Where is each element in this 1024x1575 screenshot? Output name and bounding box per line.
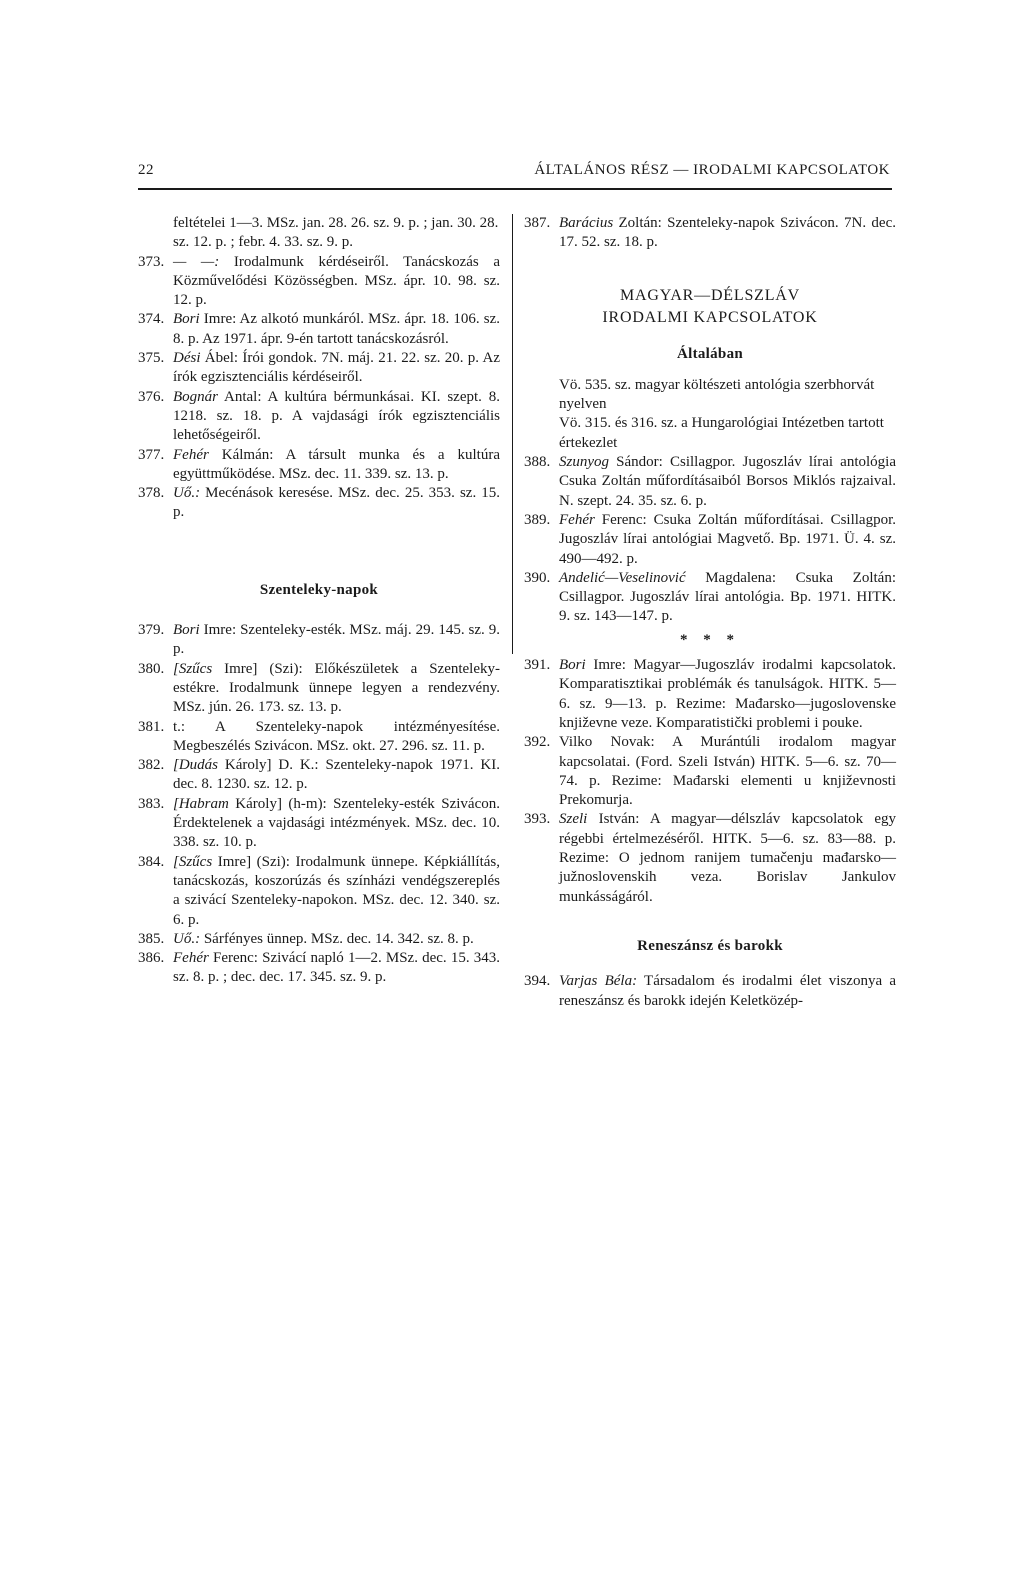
- entry-author: Szeli: [559, 811, 588, 828]
- entry-author: Bognár: [173, 388, 218, 405]
- bibliography-entry: [138, 349, 500, 388]
- section-heading-line: MAGYAR—DÉLSZLÁV: [620, 286, 800, 304]
- bibliography-entry: [138, 660, 500, 718]
- entry-text: Vilko Novak: A Murántúli irodalom magyar kapcsolatai. (Ford. Szeli István) HITK. 5—6. sz. 70—74. p. Rezime: Mađarski elementi u književnosti Prekomurja.: [559, 734, 896, 809]
- continuation-text: feltételei 1—3. MSz. jan. 28. 26. sz. 9. p. ; jan. 30. 28. sz. 12. p. ; febr. 4. 33. sz. 9. p.: [173, 215, 499, 251]
- section-heading-line: IRODALMI KAPCSOLATOK: [602, 308, 818, 326]
- entry-text: Bori Imre: Szenteleky-esték. MSz. máj. 29. 145. sz. 9. p.: [173, 622, 500, 658]
- entry-text: [Szűcs Imre] (Szi): Előkészületek a Szenteleky-estékre. Irodalmunk ünnepe legyen a rendezvény. MSz. jún. 26. 173. sz. 13. p.: [173, 660, 500, 716]
- left-column: [138, 214, 500, 988]
- cross-reference: Vö. 535. sz. magyar költészeti antológia szerbhorvát nyelven: [559, 376, 875, 413]
- entry-list: [524, 453, 896, 627]
- bibliography-entry: [138, 253, 500, 311]
- entry-number: 385.: [138, 930, 165, 947]
- column-divider: [512, 214, 513, 654]
- entry-number: 375.: [138, 350, 165, 367]
- entry-text: Varjas Béla: Társadalom és irodalmi élet viszonya a reneszánsz és barokk idején Keletközép-: [559, 973, 897, 1009]
- entry-author: — —:: [173, 253, 220, 270]
- entry-text: Andelić—Veselinović Magdalena: Csuka Zoltán: Csillagpor. Jugoszláv lírai antológia. Bp. 1971. HITK. 9. sz. 143—147. p.: [559, 569, 896, 625]
- entry-number: 373.: [138, 253, 165, 270]
- entry-author: Barácius: [559, 215, 614, 231]
- bibliography-entry: [524, 511, 896, 569]
- entry-number: 388.: [524, 454, 551, 471]
- entry-author: [Habram: [173, 795, 229, 812]
- page-header: [138, 160, 892, 186]
- entry-number: 384.: [138, 853, 165, 870]
- entry-number: 382.: [138, 757, 165, 774]
- entry-author: Bori: [559, 657, 586, 674]
- header-rule: [138, 188, 892, 190]
- section-heading: [524, 285, 896, 329]
- section-title-szenteleky: Szenteleky-napok: [259, 581, 379, 598]
- entry-text: Fehér Ferenc: Szivácí napló 1—2. MSz. dec. 15. 343. sz. 8. p. ; dec. dec. 17. 345. sz. 9. p.: [173, 950, 500, 986]
- entry-text: Uő.: Sárfényes ünnep. MSz. dec. 14. 342. sz. 8. p.: [173, 930, 474, 947]
- page-number: 22: [138, 162, 154, 178]
- entry-text: Bognár Antal: A kultúra bérmunkásai. KI. szept. 8. 1218. sz. 18. p. A vajdasági írók egzisztenciális lehetőségeiről.: [173, 388, 500, 444]
- entry-author: Fehér: [173, 446, 209, 463]
- entry-text: Fehér Ferenc: Csuka Zoltán műfordításai. Csillagpor. Jugoszláv lírai antológiai Magvető. Bp. 1971. Ü. 4. sz. 490—492. p.: [559, 511, 896, 567]
- bibliography-entry: [138, 795, 500, 853]
- entry-number: 387.: [524, 215, 551, 231]
- separator-stars: * * *: [680, 631, 740, 648]
- entry-text: Bori Imre: Az alkotó munkáról. MSz. ápr. 18. 106. sz. 8. p. Az 1971. ápr. 9-én tartott tanácskozásról.: [173, 311, 500, 347]
- cross-reference: Vö. 315. és 316. sz. a Hungarológiai Intézetben tartott értekezlet: [559, 415, 884, 451]
- entry-number: 379.: [138, 622, 165, 639]
- entry-number: 386.: [138, 950, 165, 967]
- entry-text: [Dudás Károly] D. K.: Szenteleky-napok 1971. KI. dec. 8. 1230. sz. 12. p.: [173, 757, 500, 793]
- entry-text: — —: Irodalmunk kérdéseiről. Tanácskozás a Közművelődési Közösségben. MSz. ápr. 10. 98. sz. 12. p.: [173, 253, 501, 309]
- bibliography-entry: [524, 733, 896, 810]
- entry-text: Barácius Zoltán: Szenteleky-napok Szivácon. 7N. dec. 17. 52. sz. 18. p.: [559, 215, 896, 251]
- entry-number: 394.: [524, 973, 551, 990]
- entry-author: [Szűcs: [173, 660, 213, 677]
- bibliography-entry: [138, 853, 500, 930]
- entry-list: [138, 253, 500, 523]
- right-column: [524, 214, 896, 1011]
- entry-author: Szunyog: [559, 454, 609, 471]
- bibliography-entry: [138, 756, 500, 795]
- entry-number: 374.: [138, 311, 165, 328]
- bibliography-entry: [138, 310, 500, 349]
- entry-number: 377.: [138, 446, 165, 463]
- bibliography-entry: [138, 930, 500, 949]
- entry-text: [Habram Károly] (h-m): Szenteleky-esték Szivácon. Érdektelenek a vajdasági intézmények. MSz. dec. 10. 338. sz. 10. p.: [173, 795, 500, 851]
- entry-author: Andelić—Veselinović: [559, 569, 686, 586]
- entry-list: [524, 656, 896, 907]
- entry-number: 376.: [138, 388, 165, 405]
- bibliography-entry: [138, 446, 500, 485]
- bibliography-entry: [524, 214, 896, 253]
- entry-number: 378.: [138, 485, 165, 502]
- entry-author: Fehér: [173, 950, 209, 967]
- bibliography-entry: [524, 656, 896, 733]
- entry-text: Dési Ábel: Írói gondok. 7N. máj. 21. 22. sz. 20. p. Az írók egzisztenciális kérdéseiről.: [173, 350, 500, 386]
- entry-number: 390.: [524, 569, 551, 586]
- entry-author: [Szűcs: [173, 853, 213, 870]
- bibliography-entry: [138, 621, 500, 660]
- entry-author: [Dudás: [173, 757, 219, 774]
- entry-number: 391.: [524, 657, 551, 674]
- entry-list: [524, 972, 896, 1011]
- entry-number: 381.: [138, 718, 165, 735]
- bibliography-entry: [524, 569, 896, 627]
- entry-author: Uő.:: [173, 930, 201, 947]
- entry-author: Fehér: [559, 511, 595, 528]
- entry-author: Varjas Béla:: [559, 973, 638, 990]
- entry-list: [138, 621, 500, 988]
- bibliography-entry: [524, 972, 896, 1011]
- bibliography-entry: [138, 949, 500, 988]
- entry-text: Uő.: Mecénások keresése. MSz. dec. 25. 353. sz. 15. p.: [173, 485, 500, 521]
- entry-number: 393.: [524, 811, 551, 828]
- entry-text: Fehér Kálmán: A társult munka és a kultúra együttműködése. MSz. dec. 11. 339. sz. 13. p.: [173, 446, 500, 482]
- entry-number: 389.: [524, 511, 551, 528]
- bibliography-entry: [138, 388, 500, 446]
- entry-text: Bori Imre: Magyar—Jugoszláv irodalmi kapcsolatok. Komparatisztikai problémák és tanulságok. HITK. 5—6. sz. 9—13. p. Rezime: Mađarsko—jugoslovenske književne veze. Komparatistički problemi i pouke.: [559, 657, 896, 731]
- entry-author: Bori: [173, 622, 200, 639]
- entry-author: Bori: [173, 311, 200, 328]
- entry-number: 383.: [138, 795, 165, 812]
- entry-number: 392.: [524, 734, 551, 751]
- bibliography-entry: [138, 484, 500, 523]
- entry-author: Dési: [173, 350, 201, 367]
- running-title: ÁLTALÁNOS RÉSZ — IRODALMI KAPCSOLATOK: [534, 162, 890, 178]
- bibliography-entry: [524, 453, 896, 511]
- entry-text: [Szűcs Imre] (Szi): Irodalmunk ünnepe. Képkiállítás, tanácskozás, koszorúzás és színházi vendégszereplés a szivácí Szenteleky-napokon. MSz. dec. 12. 340. sz. 6. p.: [173, 853, 500, 928]
- bibliography-entry: [524, 810, 896, 906]
- entry-text: Szeli István: A magyar—délszláv kapcsolatok egy régebbi értelmezéséről. HITK. 5—6. sz. 83—88. p. Rezime: O jednom ranijem tumačenju mađarsko—južnoslovenskih veza. Borislav Jankulov munkásságáról.: [559, 811, 896, 905]
- entry-author: Uő.:: [173, 485, 201, 502]
- entry-number: 380.: [138, 660, 165, 677]
- entry-list: [524, 214, 896, 253]
- subsection-title-altalaban: Általában: [676, 345, 744, 362]
- bibliography-entry: [138, 718, 500, 757]
- entry-text: t.: A Szenteleky-napok intézményesítése. Megbeszélés Szivácon. MSz. okt. 27. 296. sz. 11. p.: [173, 718, 500, 754]
- entry-text: Szunyog Sándor: Csillagpor. Jugoszláv lírai antológia Csuka Zoltán műfordításaiból Borsos Miklós rajzaival. N. szept. 24. 35. sz. 6. p.: [559, 454, 896, 509]
- subsection-title-reneszansz: Reneszánsz és barokk: [637, 937, 783, 954]
